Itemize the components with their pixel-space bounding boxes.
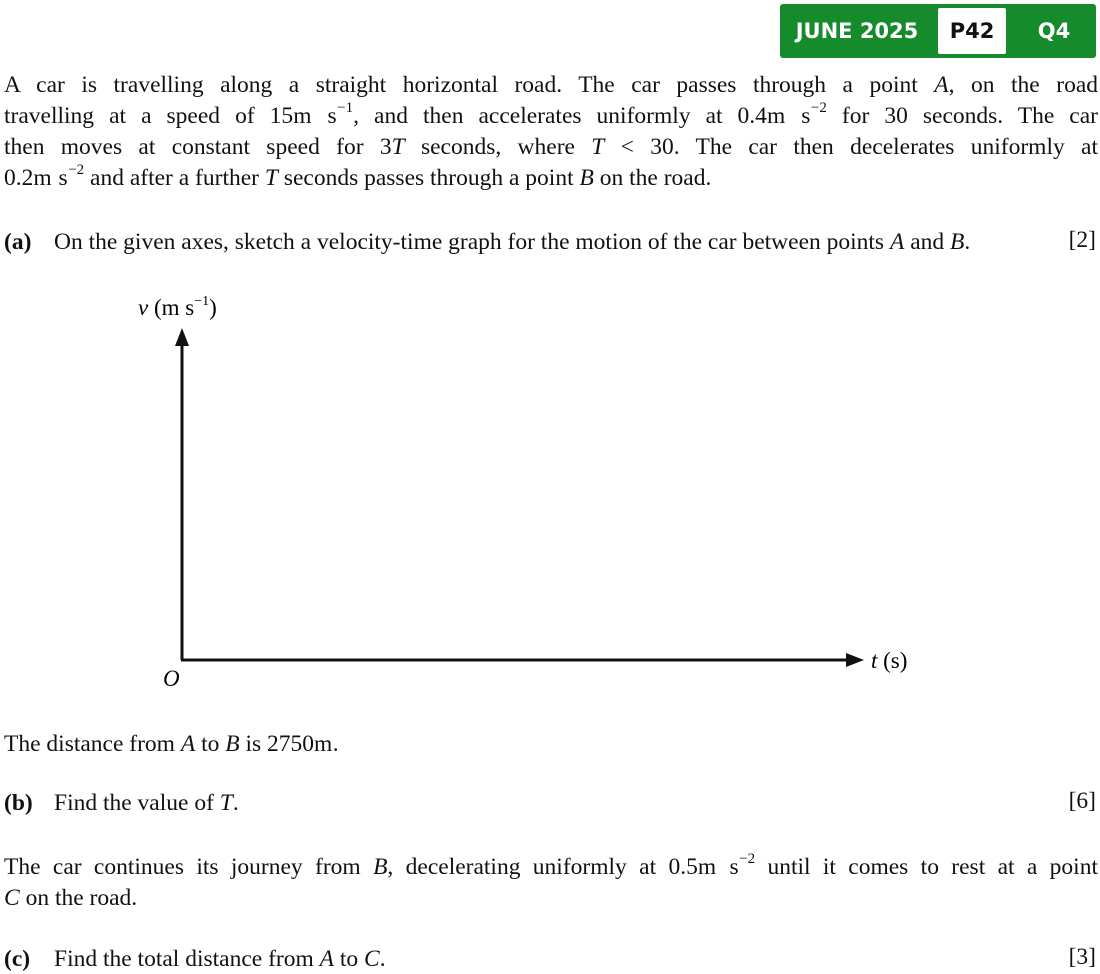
part-b-marks: [6] — [1068, 788, 1096, 814]
part-c-question: (c) Find the total distance from A to C. — [4, 946, 386, 972]
continuation-line-1: The car continues its journey from B, decelerating uniformly at 0.5m $s^{-2}$ until it comes to rest at a point — [4, 851, 1098, 880]
part-c-marks: [3] — [1068, 944, 1096, 970]
question-badge — [780, 4, 1096, 58]
y-axis-label: v (m $s^{-1}$) — [138, 294, 217, 320]
part-b-question: (b) Find the value of T. — [4, 790, 239, 816]
part-c-label: (c) — [4, 946, 31, 972]
question-number: Q4 — [1037, 19, 1071, 43]
distance-statement: The distance from A to B is 2750m. — [4, 731, 340, 757]
y-axis-arrowhead — [175, 328, 189, 346]
continuation-statement — [4, 852, 1098, 914]
session-label: JUNE 2025 — [795, 19, 919, 43]
continuation-line-2: C on the road. — [4, 885, 138, 911]
origin-label: O — [163, 666, 180, 691]
question-intro — [4, 70, 1098, 194]
part-a-question: (a) On the given axes, sketch a velocity-time graph for the motion of the car between points A and B. — [4, 229, 971, 255]
part-a-label: (a) — [4, 229, 32, 255]
intro-line-2: travelling at a speed of 15m $s^{-1}$, and then accelerates uniformly at 0.4m $s^{-2}$ for 30 seconds. The car — [4, 100, 1098, 129]
paper-label: P42 — [938, 8, 1006, 54]
intro-line-4: 0.2m $s^{-2}$ and after a further T seconds passes through a point B on the road. — [4, 162, 712, 191]
intro-line-3: then moves at constant speed for 3T seconds, where T < 30. The car then decelerates uniformly at — [4, 134, 1099, 160]
part-b-label: (b) — [4, 790, 33, 816]
intro-line-1: A car is travelling along a straight horizontal road. The car passes through a point A, on the road — [4, 72, 1098, 98]
x-axis-label: t (s) — [871, 648, 908, 673]
part-a-marks: [2] — [1068, 227, 1096, 253]
x-axis-arrowhead — [846, 653, 864, 667]
